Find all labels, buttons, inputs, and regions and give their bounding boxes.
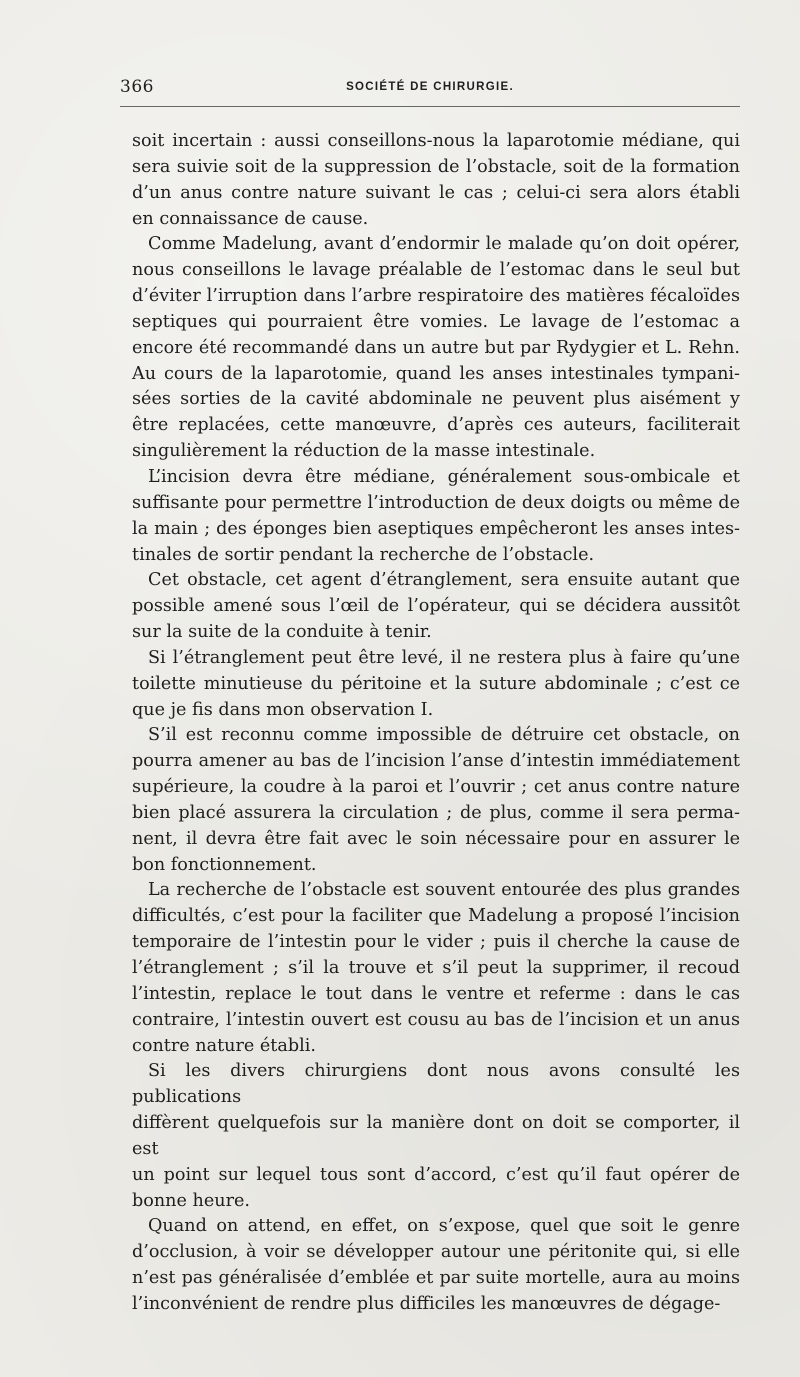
- text-line: sur la suite de la conduite à tenir.: [132, 622, 432, 643]
- running-title: SOCIÉTÉ DE CHIRURGIE.: [346, 81, 514, 93]
- text-line: d’un anus contre nature suivant le cas ; celui-ci sera alors établi: [132, 182, 740, 203]
- text-line: pourra amener au bas de l’incision l’anse d’intestin immédiatement: [132, 751, 740, 772]
- text-line: tinales de sortir pendant la recherche de l’obstacle.: [132, 544, 595, 565]
- text-line: bien placé assurera la circulation ; de plus, comme il sera perma-: [132, 802, 740, 823]
- text-line: septiques qui pourraient être vomies. Le lavage de l’estomac a: [132, 311, 740, 332]
- text-line: Quand on attend, en effet, on s’expose, quel que soit le genre: [148, 1216, 740, 1237]
- text-line: bonne heure.: [132, 1190, 251, 1211]
- text-line: Comme Madelung, avant d’endormir le malade qu’on doit opérer,: [148, 234, 740, 255]
- body-text: [132, 129, 740, 1318]
- text-line: suffisante pour permettre l’introduction de deux doigts ou même de: [132, 492, 740, 513]
- running-head: [120, 74, 740, 107]
- text-line: Si les divers chirurgiens dont nous avons consulté les publications: [132, 1061, 740, 1108]
- text-line: être replacées, cette manœuvre, d’après ces auteurs, faciliterait: [132, 415, 740, 436]
- text-line: nous conseillons le lavage préalable de l’estomac dans le seul but: [132, 260, 740, 281]
- text-line: l’inconvénient de rendre plus difficiles les manœuvres de dégage-: [132, 1293, 721, 1314]
- text-line: contraire, l’intestin ouvert est cousu au bas de l’incision et un anus: [132, 1009, 740, 1030]
- text-line: Si l’étranglement peut être levé, il ne restera plus à faire qu’une: [148, 647, 740, 668]
- text-line: sera suivie soit de la suppression de l’obstacle, soit de la formation: [132, 156, 740, 177]
- text-line: difficultés, c’est pour la faciliter que Madelung a proposé l’incision: [132, 906, 740, 927]
- text-line: d’occlusion, à voir se développer autour une péritonite qui, si elle: [132, 1242, 740, 1263]
- text-line: un point sur lequel tous sont d’accord, c’est qu’il faut opérer de: [132, 1164, 740, 1185]
- text-line: L’incision devra être médiane, généralement sous-ombicale et: [148, 466, 740, 487]
- text-line: l’intestin, replace le tout dans le ventre et referme : dans le cas: [132, 983, 740, 1004]
- text-line: nent, il devra être fait avec le soin nécessaire pour en assurer le: [132, 828, 740, 849]
- page-number: 366: [120, 77, 154, 97]
- text-line: la main ; des éponges bien aseptiques empêcheront les anses intes-: [132, 518, 740, 539]
- text-line: toilette minutieuse du péritoine et la suture abdominale ; c’est ce: [132, 673, 740, 694]
- text-line: contre nature établi.: [132, 1035, 316, 1056]
- text-line: en connaissance de cause.: [132, 208, 369, 229]
- text-line: encore été recommandé dans un autre but par Rydygier et L. Rehn.: [132, 337, 740, 358]
- text-line: l’étranglement ; s’il la trouve et s’il peut la supprimer, il recoud: [132, 958, 740, 978]
- text-line: n’est pas généralisée d’emblée et par suite mortelle, aura au moins: [132, 1268, 740, 1289]
- text-line: que je fis dans mon observation I.: [132, 699, 434, 720]
- text-line: S’il est reconnu comme impossible de détruire cet obstacle, on: [148, 725, 740, 746]
- text-line: La recherche de l’obstacle est souvent entourée des plus grandes: [148, 880, 740, 901]
- text-line: bon fonctionnement.: [132, 854, 317, 875]
- text-line: diffèrent quelquefois sur la manière dont on doit se comporter, il est: [132, 1113, 740, 1159]
- text-line: soit incertain : aussi conseillons-nous la laparotomie médiane, qui: [132, 131, 740, 151]
- text-line: possible amené sous l’œil de l’opérateur, qui se décidera aussitôt: [132, 596, 740, 617]
- text-line: d’éviter l’irruption dans l’arbre respiratoire des matières fécaloïdes: [132, 286, 740, 307]
- text-line: singulièrement la réduction de la masse intestinale.: [132, 441, 596, 462]
- text-line: temporaire de l’intestin pour le vider ; puis il cherche la cause de: [132, 932, 740, 953]
- text-line: sées sorties de la cavité abdominale ne peuvent plus aisément y: [132, 389, 740, 410]
- text-line: supérieure, la coudre à la paroi et l’ouvrir ; cet anus contre nature: [132, 777, 740, 798]
- text-line: Cet obstacle, cet agent d’étranglement, sera ensuite autant que: [148, 570, 740, 591]
- text-line: Au cours de la laparotomie, quand les anses intestinales tympani-: [132, 363, 740, 384]
